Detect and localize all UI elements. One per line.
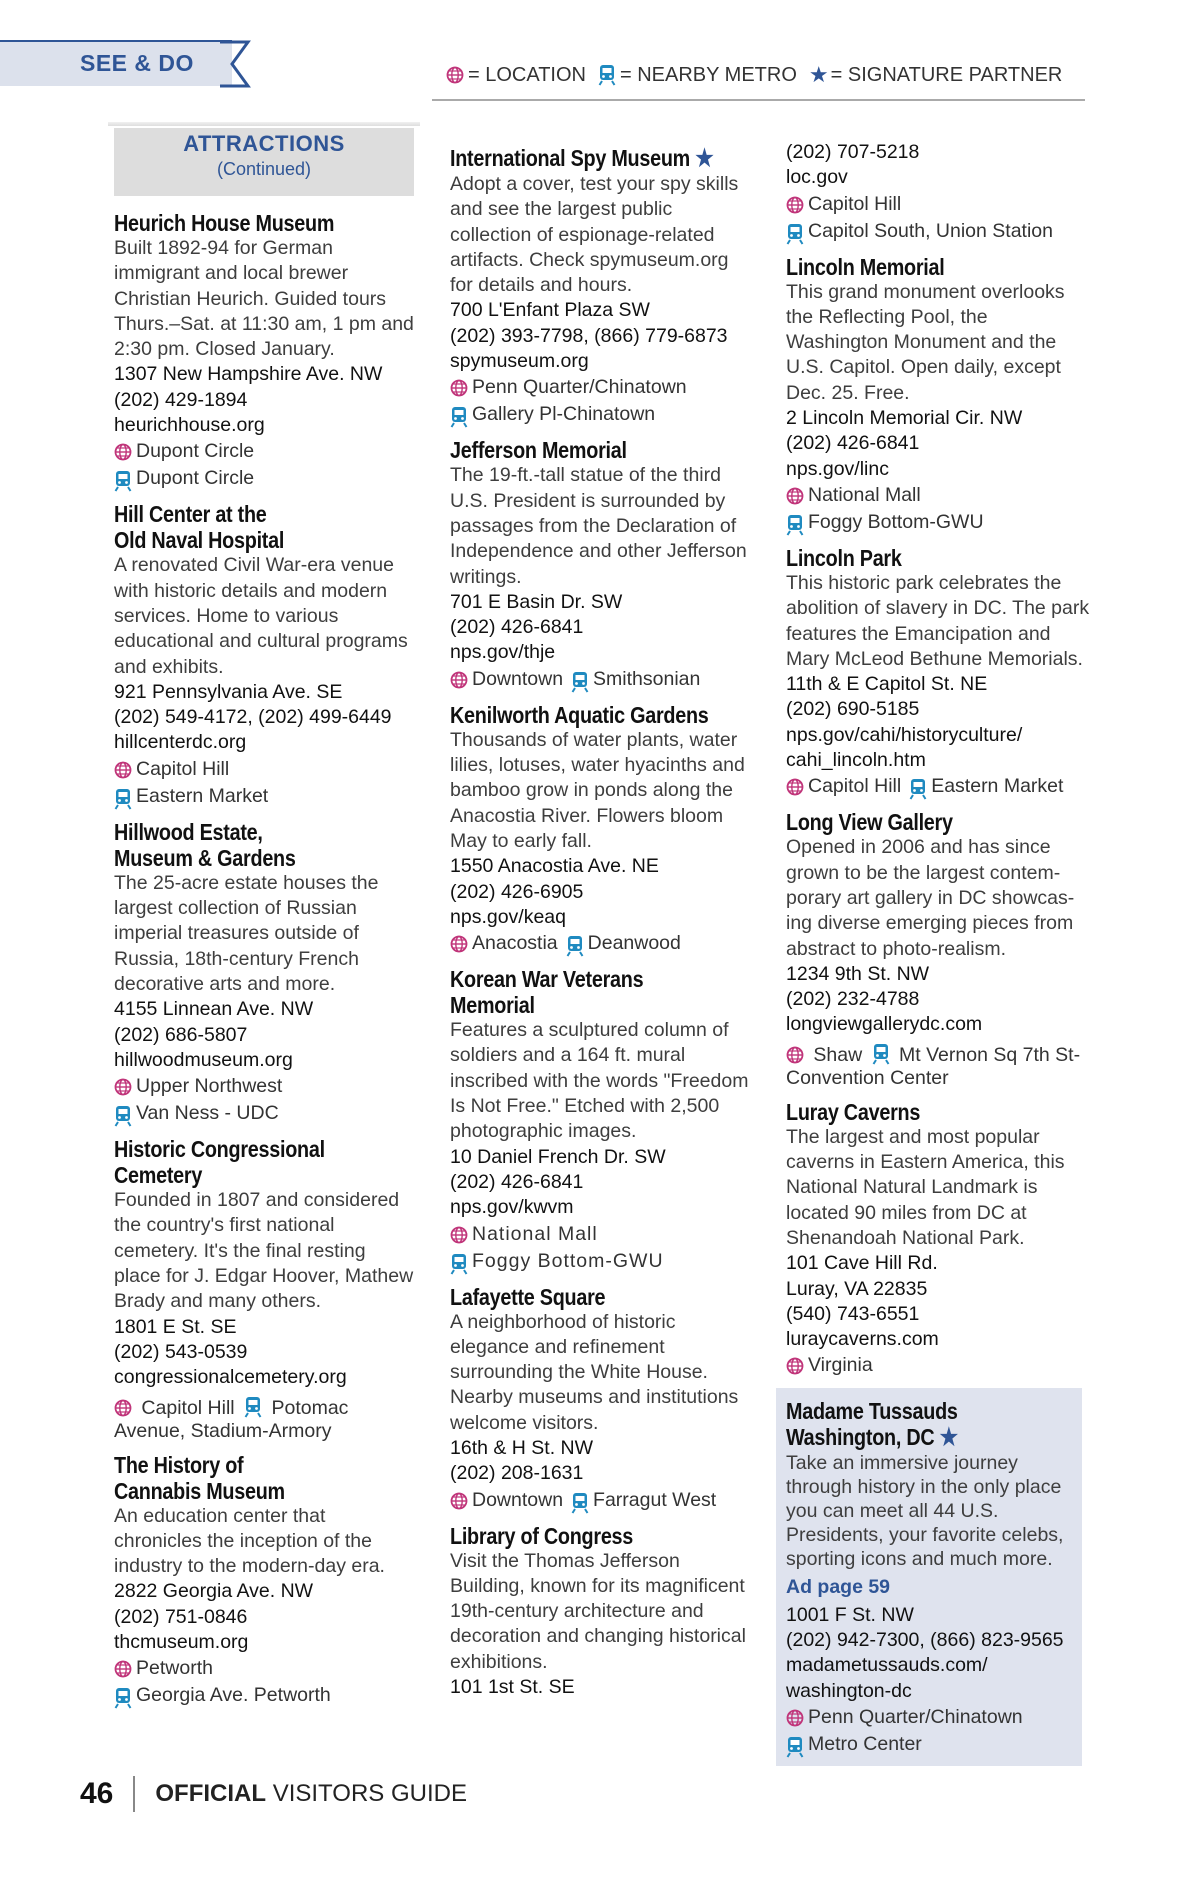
attractions-title: ATTRACTIONS [183,131,345,156]
metro-text: Gallery Pl-Chinatown [472,403,656,426]
listing-phone: (540) 743-6551 [786,1302,920,1325]
listing-url[interactable]: hillwoodmuseum.org [114,1048,293,1071]
listing-description: Features a sculptured column of soldiers and a 164 ft. mural inscribed with the words "Freedom Is Not Free." Etched with 2,500 photographic images. [450,1019,749,1143]
listing-url[interactable]: nps.gov/cahi/historyculture/ cahi_lincoln.htm [786,723,1023,772]
listing-entry [450,966,755,1274]
metro-text: Deanwood [587,932,681,955]
metro-text: Capitol South, Union Station [808,219,1053,242]
metro-text: Potomac Avenue, Stadium-Armory [114,1396,349,1442]
divider [432,99,1085,101]
metro-row [786,218,1092,245]
listing-entry [786,254,1092,536]
guide-title-bold: OFFICIAL [155,1780,267,1807]
location-metro-row [114,1391,414,1443]
listing-phone: (202) 426-6905 [450,880,584,903]
globe-icon [786,778,804,796]
listing-description: This historic park celebrates the abolition of slavery in DC. The park features the Emancipation and Mary McLeod Bethune Memorials. [786,571,1090,670]
legend-metro: = NEARBY METRO [620,63,797,86]
globe-icon [450,379,468,397]
location-row [114,756,414,783]
metro-train-icon [450,406,468,428]
listing-phone: (202) 426-6841 [786,432,920,455]
listing-title [450,145,712,172]
metro-text: Smithsonian [593,667,701,690]
listing-address: 1801 E St. SE [114,1315,237,1338]
listing-url[interactable]: nps.gov/linc [786,457,889,480]
location-text: Capitol Hill [136,757,230,780]
location-row [450,374,755,401]
listing-url[interactable]: congressionalcemetery.org [114,1366,347,1389]
listing-url[interactable]: thcmuseum.org [114,1630,249,1653]
listing-address: 700 L'Enfant Plaza SW [450,299,650,322]
listing-description: Thousands of water plants, water lilies, lotuses, water hyacinths and bamboo grow in ponds along the Anacostia River. Flowers bloom May to early fall. [450,728,745,852]
location-row [114,438,414,465]
listing-description: The 19-ft.-tall statue of the third U.S. President is surrounded by passages from the Declaration of Independence and other Jefferson writings. [450,464,747,588]
listing-title: Library of Congress [450,1522,634,1549]
listing-address-city: Luray, VA 22835 [786,1277,928,1300]
listing-title: Museum & Gardens [114,844,296,871]
listing-phone: (202) 942-7300, (866) 823-9565 [786,1628,1064,1651]
location-row [114,1073,414,1100]
attractions-subtitle: (Continued) [216,159,312,179]
listing-description: The largest and most popular caverns in Eastern America, this National Natural Landmark is located 90 miles from DC at Shenandoah National Park. [786,1125,1065,1249]
listing-description: The 25-acre estate houses the largest collection of Russian imperial treasures outside of Russia, 18th-century French decorative arts and more. [114,871,379,995]
globe-icon [114,761,132,779]
listing-title: Hill Center at the [114,501,267,528]
listing-address: 10 Daniel French Dr. SW [450,1145,666,1168]
page-number: 46 [80,1777,114,1810]
listing-title: Lafayette Square [450,1283,606,1310]
guide-title [155,1780,467,1808]
globe-icon [450,935,468,953]
column-3 [786,140,1092,1775]
listing-title: Lincoln Memorial [786,253,945,280]
location-row [786,191,1092,218]
listing-address: 101 Cave Hill Rd. [786,1252,938,1275]
listing-entry-continued [786,140,1092,245]
listing-entry [450,437,755,692]
listing-url[interactable]: luraycaverns.com [786,1328,939,1351]
metro-train-icon [786,514,804,536]
location-text: Capitol Hill [808,192,902,215]
listing-entry [114,819,414,1127]
legend [446,62,1074,88]
metro-text: Foggy Bottom-GWU [808,510,984,533]
listing-phone: (202) 426-6841 [450,1170,584,1193]
location-metro-row [786,773,1092,800]
listing-url[interactable]: heurichhouse.org [114,414,265,437]
listing-description: An education center that chronicles the inception of the industry to the modern-day era. [114,1504,385,1578]
location-text: National Mall [472,1222,598,1245]
location-text: Capitol Hill [808,775,902,798]
metro-train-icon [872,1043,890,1065]
location-metro-row [450,1487,755,1514]
listing-address: 1550 Anacostia Ave. NE [450,855,659,878]
listing-description: A neighborhood of historic elegance and refinement surrounding the White House. Nearby museums and institutions welcome visitors. [450,1310,739,1434]
globe-icon [786,487,804,505]
section-tab-label: SEE & DO [80,50,194,76]
metro-text: Eastern Market [931,775,1064,798]
listing-title: Cemetery [114,1162,203,1189]
location-text: Dupont Circle [136,440,255,463]
section-tab [0,40,250,86]
location-text: Petworth [136,1657,213,1680]
listing-title: Jefferson Memorial [450,437,627,464]
metro-train-icon [244,1396,262,1418]
metro-text: Dupont Circle [136,467,255,490]
listing-phone: (202) 549-4172, (202) 499-6449 [114,706,392,729]
star-icon: ★ [939,1424,958,1452]
globe-icon [450,671,468,689]
listing-entry [450,702,755,957]
metro-row [114,783,414,810]
metro-train-icon [571,1492,589,1514]
metro-text: Foggy Bottom-GWU [472,1249,664,1272]
listing-entry [450,1523,755,1701]
listing-address: 701 E Basin Dr. SW [450,590,623,613]
location-text: Shaw [813,1043,863,1066]
listing-title: Luray Caverns [786,1098,921,1125]
metro-train-icon [450,1253,468,1275]
location-text: Penn Quarter/Chinatown [472,376,687,399]
listing-description: Take an immersive journey through history in the only place you can meet all 44 U.S. Presidents, your favorite celebs, sporting icons and much more. [786,1452,1064,1571]
listing-title: Historic Congressional [114,1136,325,1163]
globe-icon [786,1046,804,1064]
location-text: Downtown [472,667,564,690]
globe-icon [114,1399,132,1417]
legend-location: = LOCATION [468,63,586,86]
location-metro-row [450,666,755,693]
listing-address: 921 Pennsylvania Ave. SE [114,680,343,703]
listing-entry [114,210,414,492]
metro-train-icon [786,1736,804,1758]
metro-train-icon [909,778,927,800]
listing-address: 16th & H St. NW [450,1436,594,1459]
page-footer [80,1776,467,1812]
metro-train-icon [598,64,616,86]
location-text: Anacostia [472,932,558,955]
listing-description: Adopt a cover, test your spy skills and see the largest public collection of espionage-related artifacts. Check spymuseum.org for details and hours. [450,173,739,297]
listing-description: Visit the Thomas Jefferson Building, known for its magnificent 19th-century architecture and decoration and changing historical exhibitions. [450,1549,746,1673]
ad-page-link[interactable]: Ad page 59 [786,1576,891,1599]
listing-entry [786,545,1092,800]
metro-row [450,401,755,428]
listing-address: 1001 F St. NW [786,1603,914,1626]
metro-text: Eastern Market [136,784,269,807]
listing-title: Korean War Veterans [450,966,644,993]
globe-icon [114,1078,132,1096]
metro-row [114,465,414,492]
listing-phone: (202) 707-5218 [786,141,920,163]
listing-phone: (202) 543-0539 [114,1340,248,1363]
listing-url[interactable]: loc.gov [786,166,848,189]
featured-partner-box [776,1388,1082,1765]
listing-title: Long View Gallery [786,809,953,836]
column-2 [450,145,755,1709]
listing-entry [450,1284,755,1514]
location-row [450,1221,755,1248]
metro-train-icon [571,671,589,693]
guide-title-rest: VISITORS GUIDE [266,1780,467,1807]
column-1 [114,128,414,1718]
star-icon: ★ [695,145,714,172]
listing-title: Old Naval Hospital [114,527,285,554]
location-text: Penn Quarter/Chinatown [808,1705,1023,1728]
listing-address: 2 Lincoln Memorial Cir. NW [786,407,1023,430]
listing-description: A renovated Civil War-era venue with historic details and modern services. Home to various educational and cultural programs and exhibits. [114,554,408,678]
location-row [114,1655,414,1682]
globe-icon [450,1492,468,1510]
listing-address: 1307 New Hampshire Ave. NW [114,363,383,386]
listing-url[interactable]: nps.gov/keaq [450,905,567,928]
metro-row [786,509,1092,536]
listing-address: 1234 9th St. NW [786,962,930,985]
attractions-heading-box [114,128,414,196]
location-text: Capitol Hill [141,1396,235,1419]
metro-row [450,1248,755,1275]
listing-address: 4155 Linnean Ave. NW [114,998,314,1021]
metro-text: Mt Vernon Sq 7th St-Convention Center [786,1043,1081,1089]
divider [133,1776,135,1812]
metro-train-icon [786,223,804,245]
location-metro-row [786,1038,1092,1090]
globe-icon [446,66,464,84]
listing-address: 101 1st St. SE [450,1676,575,1699]
metro-train-icon [114,788,132,810]
listing-url[interactable]: hillcenterdc.org [114,731,247,754]
metro-text: Van Ness - UDC [136,1102,279,1125]
listing-url[interactable]: madametussauds.com/ washington-dc [786,1654,988,1702]
listing-entry [786,809,1092,1089]
listing-phone: (202) 686-5807 [114,1023,248,1046]
location-row [786,1352,1092,1379]
listing-title-text: Washington, DC [786,1424,935,1451]
metro-train-icon [566,935,584,957]
listing-phone: (202) 429-1894 [114,388,248,411]
metro-row [786,1731,1074,1758]
location-text: National Mall [808,483,921,506]
legend-partner: = SIGNATURE PARTNER [830,63,1063,86]
location-metro-row [450,930,755,957]
listing-title: Lincoln Park [786,544,902,571]
listing-entry [114,501,414,809]
listing-url[interactable]: nps.gov/kwvm [450,1196,574,1219]
listing-title: Hillwood Estate, [114,818,263,845]
globe-icon [786,196,804,214]
listing-phone: (202) 690-5185 [786,698,920,721]
listing-title: Kenilworth Aquatic Gardens [450,701,709,728]
listing-url[interactable]: longviewgallerydc.com [786,1013,983,1036]
listing-phone: (202) 232-4788 [786,988,920,1011]
listing-url[interactable]: nps.gov/thje [450,641,556,664]
listing-description: Opened in 2006 and has since grown to be the largest contem- porary art gallery in DC showcas- ing diverse emerging pieces from abstract to photo-realism. [786,836,1075,960]
listing-phone: (202) 208-1631 [450,1462,584,1485]
listing-entry [114,1452,414,1710]
listing-description: Built 1892-94 for German immigrant and local brewer Christian Heurich. Guided tours Thurs.–Sat. at 11:30 am, 1 pm and 2:30 pm. Closed January. [114,237,414,361]
listing-phone: (202) 426-6841 [450,616,584,639]
metro-train-icon [114,470,132,492]
listing-phone: (202) 393-7798, (866) 779-6873 [450,324,728,347]
listing-title: The History of [114,1451,244,1478]
listing-entry [450,145,755,428]
listing-entry [114,1136,414,1442]
location-text: Downtown [472,1488,564,1511]
star-icon: ★ [808,62,829,87]
listing-description: This grand monument overlooks the Reflecting Pool, the Washington Monument and the U.S. Capitol. Open daily, except Dec. 25. Free. [786,280,1065,404]
location-row [786,482,1092,509]
listing-title-text: International Spy Museum [450,145,691,171]
metro-text: Georgia Ave. Petworth [136,1684,331,1707]
listing-title [786,1424,1034,1451]
metro-text: Farragut West [593,1488,717,1511]
globe-icon [114,443,132,461]
chevron-right-icon [218,40,252,88]
listing-title: Cannabis Museum [114,1477,285,1504]
metro-row [114,1682,414,1709]
metro-train-icon [114,1687,132,1709]
listing-title: Heurich House Museum [114,210,335,236]
location-text: Upper Northwest [136,1075,283,1098]
globe-icon [450,1226,468,1244]
listing-description: Founded in 1807 and considered the country's first national cemetery. It's the final resting place for J. Edgar Hoover, Mathew Brady and many others. [114,1189,414,1313]
listing-address: 2822 Georgia Ave. NW [114,1580,314,1603]
divider [108,122,420,126]
listing-title: Memorial [450,992,535,1019]
metro-text: Metro Center [808,1732,922,1755]
listing-url[interactable]: spymuseum.org [450,350,589,373]
listing-phone: (202) 751-0846 [114,1605,248,1628]
location-text: Virginia [808,1354,873,1377]
globe-icon [786,1357,804,1375]
listing-address: 11th & E Capitol St. NE [786,673,988,696]
listing-entry [786,1099,1092,1380]
listing-title: Madame Tussauds [786,1398,958,1425]
globe-icon [114,1660,132,1678]
metro-train-icon [114,1105,132,1127]
metro-row [114,1100,414,1127]
globe-icon [786,1709,804,1727]
location-row [786,1704,1074,1731]
